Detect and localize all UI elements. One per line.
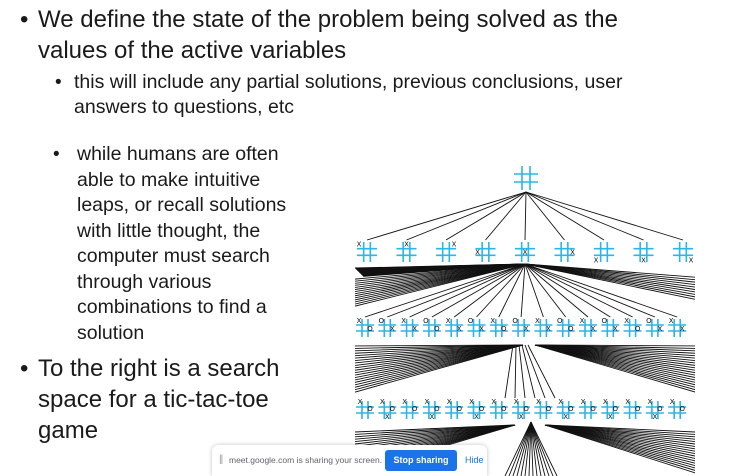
x-mark: X — [446, 398, 452, 406]
bullet-dot: • — [20, 355, 29, 382]
x-mark: X — [612, 325, 618, 333]
o-mark: O — [367, 325, 373, 333]
o-mark: O — [456, 405, 462, 413]
tree-edge — [525, 264, 695, 301]
o-mark: O — [545, 405, 552, 413]
tree-edge — [505, 345, 513, 398]
screen-share-bar — [212, 445, 487, 476]
o-mark: O — [434, 405, 440, 413]
x-mark: X — [590, 325, 596, 333]
tree-edge — [486, 192, 527, 240]
right-line-1: To the right is a search — [38, 355, 280, 382]
x-mark: X — [669, 398, 675, 406]
o-mark: O — [378, 317, 385, 325]
x-mark: X — [424, 398, 430, 406]
x-mark: X — [657, 325, 663, 333]
x-mark: X — [570, 248, 575, 257]
x-mark: X — [523, 325, 529, 333]
x-mark: X — [474, 413, 479, 421]
x-mark: X — [451, 240, 457, 249]
tree-edge — [525, 192, 526, 240]
x-mark: X — [357, 398, 363, 406]
x-mark: X — [401, 317, 406, 325]
x-mark: X — [445, 317, 451, 325]
x-mark: X — [641, 256, 646, 265]
humans-line-4: with little thought, the — [77, 219, 261, 242]
o-mark: O — [434, 325, 440, 333]
o-mark: O — [634, 325, 641, 333]
bullet-dot: • — [55, 72, 62, 93]
o-mark: O — [467, 317, 474, 325]
x-mark: X — [402, 398, 407, 406]
bullet-1-line-2: values of the active variables — [38, 37, 347, 64]
x-mark: X — [513, 398, 519, 406]
o-mark: O — [646, 317, 652, 325]
sharing-message: meet.google.com is sharing your screen. — [229, 455, 383, 465]
o-mark: O — [367, 405, 373, 413]
x-mark: X — [475, 248, 480, 257]
x-mark: X — [668, 317, 674, 325]
tree-edge — [521, 264, 525, 317]
x-mark: X — [356, 240, 362, 249]
x-mark: X — [607, 413, 613, 421]
x-mark: X — [356, 317, 362, 325]
x-mark: X — [384, 413, 390, 421]
tree-edge — [531, 422, 557, 476]
x-mark: X — [625, 398, 630, 406]
tic-tac-toe-search-tree — [355, 160, 695, 476]
tree-edge — [515, 345, 516, 398]
humans-line-5: computer must search — [77, 245, 270, 267]
o-mark: O — [523, 405, 529, 413]
tree-edge — [407, 192, 527, 240]
o-mark: O — [612, 405, 619, 413]
x-mark: X — [580, 398, 586, 406]
humans-line-1: while humans are often — [77, 143, 279, 165]
bullet-dot: • — [20, 6, 29, 33]
x-mark: X — [602, 398, 608, 406]
tree-edge — [367, 192, 526, 240]
o-mark: O — [423, 317, 429, 325]
root-board — [514, 166, 538, 190]
o-mark: O — [679, 405, 685, 413]
sub-bullet-line-2: answers to questions, etc — [74, 96, 295, 118]
right-line-2: space for a tic-tac-toe — [38, 386, 269, 413]
drag-handle-icon[interactable]: || — [219, 454, 223, 465]
x-mark: X — [563, 413, 569, 421]
tree-edge — [446, 192, 526, 240]
x-mark: X — [535, 317, 540, 325]
x-mark: X — [688, 256, 694, 265]
x-mark: X — [490, 317, 496, 325]
o-mark: O — [512, 317, 518, 325]
o-mark: O — [411, 405, 418, 413]
o-mark: O — [657, 405, 663, 413]
o-mark: O — [567, 325, 574, 333]
humans-line-3: leaps, or recall solutions — [77, 194, 287, 216]
hide-link[interactable]: Hide — [465, 455, 484, 465]
x-mark: X — [647, 398, 653, 406]
humans-line-6: through various — [77, 270, 212, 293]
o-mark: O — [590, 405, 596, 413]
x-mark: X — [624, 317, 629, 325]
x-mark: X — [579, 317, 585, 325]
x-mark: X — [491, 398, 497, 406]
right-line-3: game — [38, 417, 99, 444]
humans-line-2: able to make intuitive — [77, 168, 261, 191]
x-mark: X — [404, 240, 409, 249]
humans-line-8: solution — [77, 321, 145, 344]
x-mark: X — [518, 413, 524, 421]
o-mark: O — [634, 405, 641, 413]
o-mark: O — [501, 405, 507, 413]
x-mark: X — [456, 325, 462, 333]
bullet-1-line-1: We define the state of the problem being solved as the — [38, 6, 618, 33]
x-mark: X — [679, 325, 685, 333]
sub-bullet-line-1: this will include any partial solutions, previous conclusions, user — [74, 71, 623, 93]
x-mark: X — [469, 398, 474, 406]
tree-edge — [526, 192, 565, 240]
o-mark: O — [501, 325, 507, 333]
o-mark: O — [478, 405, 485, 413]
o-mark: O — [389, 405, 396, 413]
x-mark: X — [593, 256, 599, 265]
bullet-dot: • — [53, 144, 60, 165]
o-mark: O — [567, 405, 574, 413]
x-mark: X — [429, 413, 435, 421]
tree-edge — [505, 422, 531, 476]
x-mark: X — [536, 398, 541, 406]
x-mark: X — [652, 413, 658, 421]
tree-edge — [526, 192, 644, 240]
humans-line-7: combinations to find a — [77, 296, 267, 318]
x-mark: X — [412, 325, 417, 333]
o-mark: O — [556, 317, 563, 325]
tree-edge — [528, 345, 555, 398]
x-mark: X — [379, 398, 385, 406]
stop-sharing-button[interactable]: Stop sharing — [385, 450, 457, 471]
tree-edge — [526, 192, 683, 240]
x-mark: X — [479, 325, 484, 333]
x-mark: X — [546, 325, 551, 333]
x-mark: X — [522, 248, 528, 257]
o-mark: O — [601, 317, 608, 325]
tree-edge — [526, 192, 604, 240]
x-mark: X — [389, 325, 395, 333]
x-mark: X — [558, 398, 564, 406]
